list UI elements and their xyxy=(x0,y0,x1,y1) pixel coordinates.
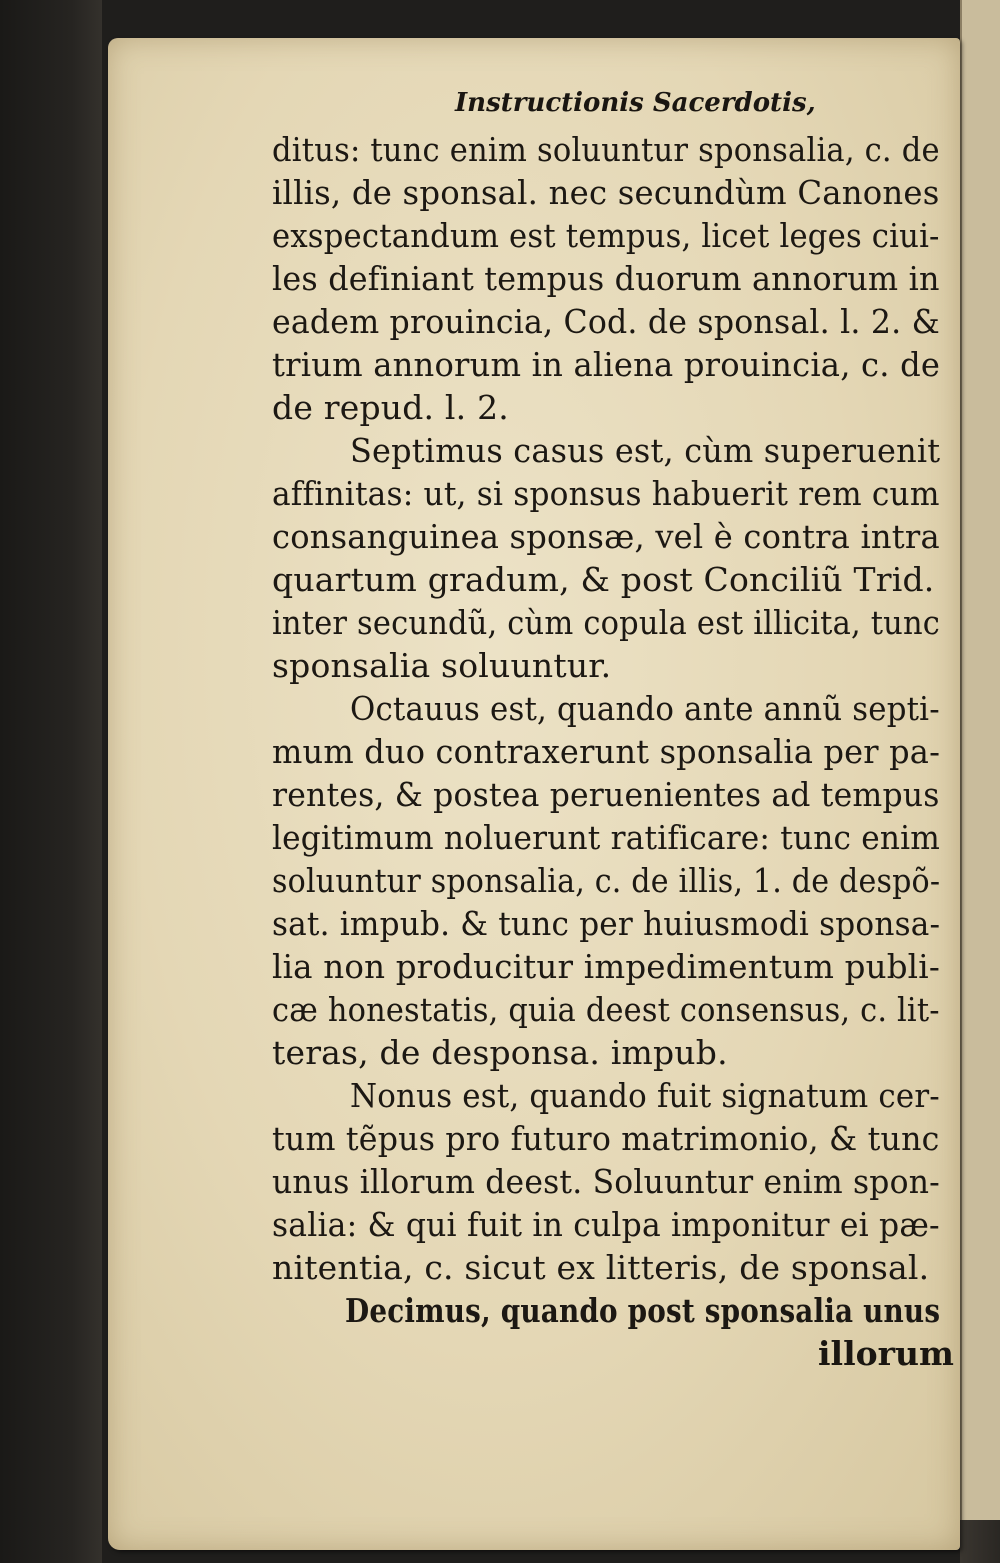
text-line: eadem prouincia, Cod. de sponsal. l. 2. & xyxy=(272,302,940,341)
text-line: unus illorum deest. Soluuntur enim spon- xyxy=(272,1162,940,1201)
text-line: Octauus est, quando ante annũ septi- xyxy=(350,689,940,728)
text-line: Septimus casus est, cùm superuenit xyxy=(350,431,941,470)
scan-background-left xyxy=(0,0,102,1563)
text-line: les definiant tempus duorum annorum in xyxy=(272,259,940,298)
text-line: sat. impub. & tunc per huiusmodi sponsa- xyxy=(272,904,941,943)
running-head: Instructionis Sacerdotis, xyxy=(455,88,816,118)
text-line: inter secundũ, cùm copula est illicita, tunc xyxy=(272,603,941,642)
text-line: trium annorum in aliena prouincia, c. de xyxy=(272,345,941,384)
text-line: soluuntur sponsalia, c. de illis, 1. de despõ- xyxy=(272,861,941,900)
text-line: ditus: tunc enim soluuntur sponsalia, c. de xyxy=(272,130,940,169)
text-line: salia: & qui fuit in culpa imponitur ei pæ- xyxy=(272,1205,940,1244)
text-line: lia non producitur impedimentum publi- xyxy=(272,947,941,986)
text-line: sponsalia soluuntur. xyxy=(272,646,612,685)
text-line: illis, de sponsal. nec secundùm Canones xyxy=(272,173,940,212)
text-line: de repud. l. 2. xyxy=(272,388,509,427)
text-line: rentes, & postea peruenientes ad tempus xyxy=(272,775,940,814)
text-line: affinitas: ut, si sponsus habuerit rem cum xyxy=(272,474,940,513)
text-line: teras, de desponsa. impub. xyxy=(272,1033,728,1072)
text-line: tum tẽpus pro futuro matrimonio, & tunc xyxy=(272,1119,940,1158)
text-line: Nonus est, quando fuit signatum cer- xyxy=(350,1076,940,1115)
text-line: cæ honestatis, quia deest consensus, c. lit- xyxy=(272,990,940,1029)
text-line: quartum gradum, & post Conciliũ Trid. xyxy=(272,560,935,599)
text-line: legitimum noluerunt ratificare: tunc enim xyxy=(272,818,941,857)
next-page-edge xyxy=(960,0,1000,1520)
catchword: illorum xyxy=(818,1334,954,1373)
text-line: consanguinea sponsæ, vel è contra intra xyxy=(272,517,940,556)
text-line: exspectandum est tempus, licet leges ciui- xyxy=(272,216,940,255)
text-line: mum duo contraxerunt sponsalia per pa- xyxy=(272,732,941,771)
text-line: Decimus, quando post sponsalia unus xyxy=(345,1291,941,1330)
text-line: nitentia, c. sicut ex litteris, de sponsal. xyxy=(272,1248,930,1287)
